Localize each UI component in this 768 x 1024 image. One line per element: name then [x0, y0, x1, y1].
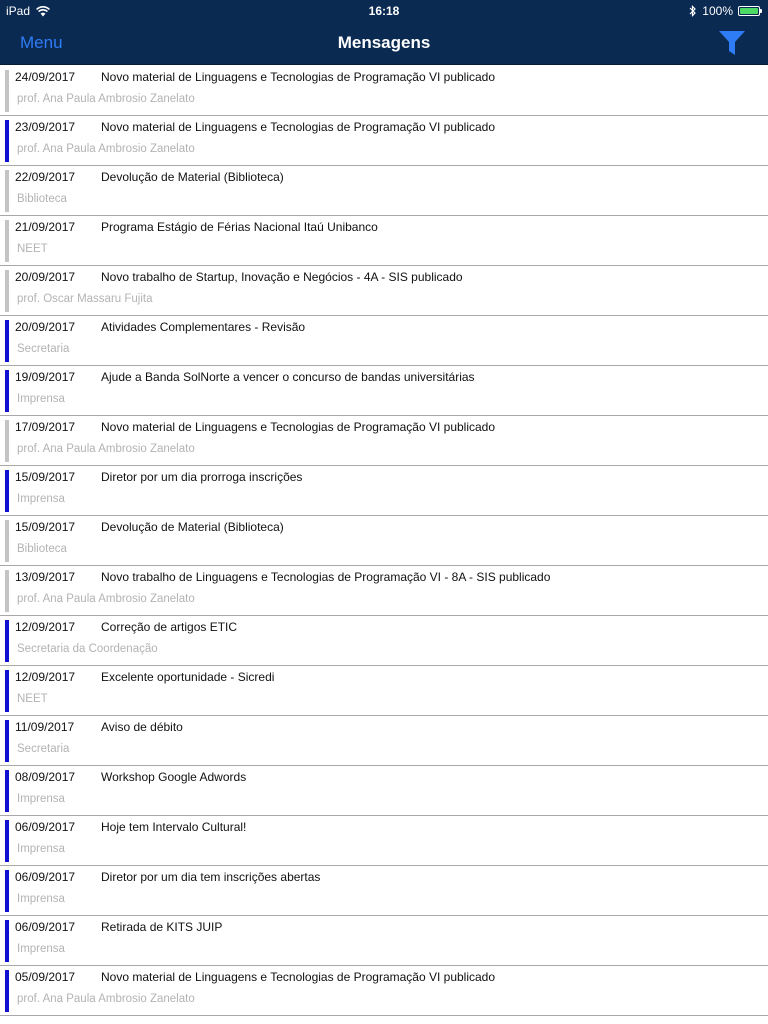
- message-sender: Imprensa: [17, 843, 65, 855]
- battery-icon: [738, 6, 760, 16]
- filter-icon: [718, 30, 746, 56]
- battery-fill: [740, 8, 758, 14]
- message-subject: Correção de artigos ETIC: [101, 620, 238, 634]
- message-date: 24/09/2017: [15, 70, 76, 84]
- unread-indicator: [5, 720, 9, 762]
- unread-indicator: [5, 920, 9, 962]
- message-sender: Imprensa: [17, 393, 65, 405]
- message-sender: Secretaria da Coordenação: [17, 643, 158, 655]
- message-date: 06/09/2017: [15, 820, 76, 834]
- message-sender: NEET: [17, 243, 48, 255]
- read-indicator: [5, 420, 9, 462]
- message-subject: Novo material de Linguagens e Tecnologias de Programação VI publicado: [101, 120, 496, 134]
- message-sender: prof. Ana Paula Ambrosio Zanelato: [17, 143, 195, 155]
- message-subject: Excelente oportunidade - Sicredi: [101, 670, 275, 684]
- message-row[interactable]: [0, 366, 768, 416]
- message-row[interactable]: [0, 716, 768, 766]
- message-subject: Novo trabalho de Startup, Inovação e Negócios - 4A - SIS publicado: [101, 270, 463, 284]
- message-date: 06/09/2017: [15, 870, 76, 884]
- message-row[interactable]: [0, 66, 768, 116]
- message-date: 20/09/2017: [15, 270, 76, 284]
- message-date: 13/09/2017: [15, 570, 76, 584]
- message-row[interactable]: [0, 916, 768, 966]
- message-row[interactable]: [0, 216, 768, 266]
- read-indicator: [5, 170, 9, 212]
- message-subject: Hoje tem Intervalo Cultural!: [101, 820, 247, 834]
- message-row[interactable]: [0, 666, 768, 716]
- filter-button[interactable]: [718, 30, 746, 56]
- battery-percent: 100%: [702, 4, 733, 18]
- message-sender: Biblioteca: [17, 543, 67, 555]
- message-date: 20/09/2017: [15, 320, 76, 334]
- message-row[interactable]: [0, 866, 768, 916]
- message-date: 22/09/2017: [15, 170, 76, 184]
- unread-indicator: [5, 370, 9, 412]
- message-subject: Ajude a Banda SolNorte a vencer o concurso de bandas universitárias: [101, 370, 475, 384]
- read-indicator: [5, 570, 9, 612]
- read-indicator: [5, 520, 9, 562]
- message-sender: prof. Oscar Massaru Fujita: [17, 293, 153, 305]
- unread-indicator: [5, 870, 9, 912]
- message-row[interactable]: [0, 616, 768, 666]
- message-date: 08/09/2017: [15, 770, 76, 784]
- message-subject: Atividades Complementares - Revisão: [101, 320, 306, 334]
- message-row[interactable]: [0, 266, 768, 316]
- read-indicator: [5, 220, 9, 262]
- unread-indicator: [5, 120, 9, 162]
- message-row[interactable]: [0, 516, 768, 566]
- message-subject: Aviso de débito: [101, 720, 183, 734]
- read-indicator: [5, 270, 9, 312]
- message-sender: Biblioteca: [17, 193, 67, 205]
- message-row[interactable]: [0, 466, 768, 516]
- message-sender: Imprensa: [17, 493, 65, 505]
- message-sender: prof. Ana Paula Ambrosio Zanelato: [17, 93, 195, 105]
- message-sender: Secretaria: [17, 343, 70, 355]
- status-right: [689, 4, 760, 18]
- message-date: 23/09/2017: [15, 120, 76, 134]
- message-date: 05/09/2017: [15, 970, 76, 984]
- message-date: 11/09/2017: [15, 720, 75, 734]
- message-date: 12/09/2017: [15, 670, 76, 684]
- message-subject: Devolução de Material (Biblioteca): [101, 520, 284, 534]
- message-sender: Imprensa: [17, 943, 65, 955]
- message-row[interactable]: [0, 166, 768, 216]
- message-row[interactable]: [0, 116, 768, 166]
- bluetooth-icon: [689, 5, 697, 17]
- message-subject: Devolução de Material (Biblioteca): [101, 170, 284, 184]
- message-subject: Novo material de Linguagens e Tecnologias de Programação VI publicado: [101, 970, 496, 984]
- message-date: 21/09/2017: [15, 220, 76, 234]
- message-row[interactable]: [0, 316, 768, 366]
- message-sender: NEET: [17, 693, 48, 705]
- message-list[interactable]: [0, 66, 768, 1016]
- message-subject: Novo material de Linguagens e Tecnologias de Programação VI publicado: [101, 70, 496, 84]
- page-title: Mensagens: [337, 33, 431, 52]
- message-subject: Retirada de KITS JUIP: [101, 920, 223, 934]
- message-subject: Novo material de Linguagens e Tecnologias de Programação VI publicado: [101, 420, 496, 434]
- message-subject: Workshop Google Adwords: [101, 770, 247, 784]
- unread-indicator: [5, 620, 9, 662]
- message-sender: prof. Ana Paula Ambrosio Zanelato: [17, 443, 195, 455]
- unread-indicator: [5, 970, 9, 1012]
- message-row[interactable]: [0, 766, 768, 816]
- message-subject: Diretor por um dia tem inscrições abertas: [101, 870, 321, 884]
- message-date: 17/09/2017: [15, 420, 76, 434]
- message-sender: prof. Ana Paula Ambrosio Zanelato: [17, 993, 195, 1005]
- message-date: 15/09/2017: [15, 470, 76, 484]
- message-date: 15/09/2017: [15, 520, 76, 534]
- read-indicator: [5, 70, 9, 112]
- message-date: 19/09/2017: [15, 370, 76, 384]
- device-name: iPad: [6, 4, 31, 18]
- message-row[interactable]: [0, 966, 768, 1016]
- message-sender: Secretaria: [17, 743, 70, 755]
- unread-indicator: [5, 470, 9, 512]
- unread-indicator: [5, 320, 9, 362]
- unread-indicator: [5, 820, 9, 862]
- message-subject: Novo trabalho de Linguagens e Tecnologias de Programação VI - 8A - SIS publicado: [101, 570, 551, 584]
- unread-indicator: [5, 670, 9, 712]
- message-sender: Imprensa: [17, 793, 65, 805]
- unread-indicator: [5, 770, 9, 812]
- message-row[interactable]: [0, 566, 768, 616]
- message-subject: Programa Estágio de Férias Nacional Itaú Unibanco: [101, 220, 378, 234]
- message-sender: prof. Ana Paula Ambrosio Zanelato: [17, 593, 195, 605]
- message-date: 12/09/2017: [15, 620, 76, 634]
- message-row[interactable]: [0, 816, 768, 866]
- menu-button[interactable]: Menu: [20, 33, 63, 52]
- message-subject: Diretor por um dia prorroga inscrições: [101, 470, 303, 484]
- message-sender: Imprensa: [17, 893, 65, 905]
- navigation-bar: [0, 20, 768, 65]
- status-time: 16:18: [368, 4, 400, 18]
- status-bar: [0, 0, 768, 20]
- message-date: 06/09/2017: [15, 920, 76, 934]
- message-row[interactable]: [0, 416, 768, 466]
